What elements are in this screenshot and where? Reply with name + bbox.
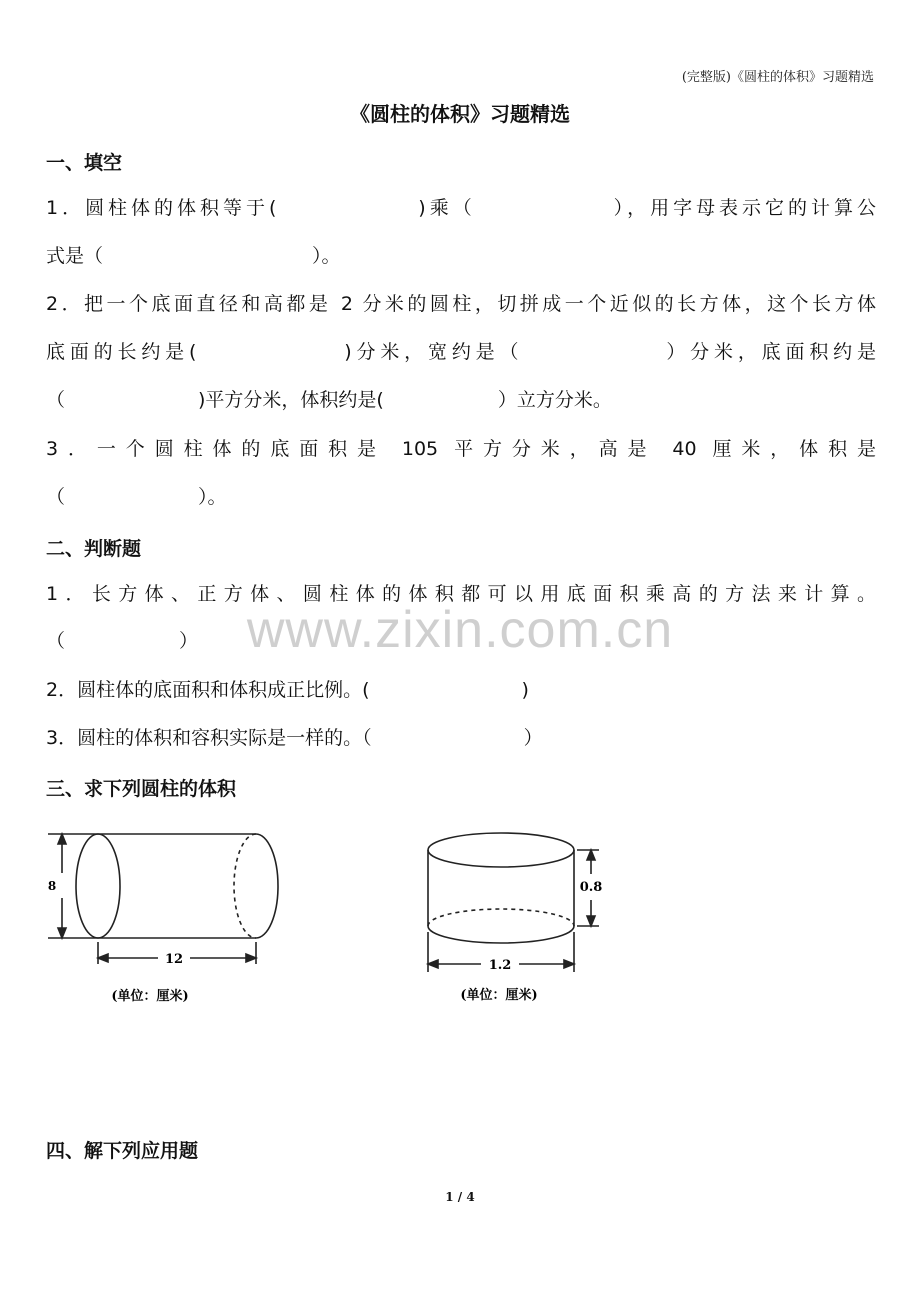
fig1-height-label: 8 [47, 879, 57, 893]
fill-q3-line2: （ ）。 [46, 486, 227, 508]
judge-q3: 3．圆柱的体积和容积实际是一样的。（ ） [46, 727, 543, 749]
cylinder-figure-upright [415, 818, 615, 1013]
fig2-unit-label: (单位：厘米) [460, 988, 538, 1003]
judge-q1-line2: （ ） [46, 630, 199, 652]
section-cylinder-heading: 三、求下列圆柱的体积 [46, 778, 237, 800]
header-note: (完整版)《圆柱的体积》习题精选 [681, 70, 874, 85]
judge-q2: 2．圆柱体的底面积和体积成正比例。( ) [46, 679, 529, 701]
section-application-heading: 四、解下列应用题 [46, 1140, 199, 1162]
section-fill-heading: 一、填空 [46, 152, 123, 174]
fig1-length-label: 12 [164, 952, 184, 967]
judge-q1-line1: 1．长方体、正方体、圆柱体的体积都可以用底面积乘高的方法来计算。 [46, 583, 876, 605]
watermark: www.zixin.com.cn [246, 601, 674, 659]
page-title: 《圆柱的体积》习题精选 [350, 102, 570, 126]
fig2-diameter-label: 1.2 [488, 958, 512, 973]
page-number: 1 / 4 [445, 1190, 475, 1204]
section-judge-heading: 二、判断题 [46, 538, 142, 560]
fill-q1-line1: 1．圆柱体的体积等于( )乘（ ），用字母表示它的计算公 [46, 197, 876, 219]
fill-q2-line2: 底面的长约是( )分米，宽约是（ ）分米，底面积约是 [46, 341, 876, 363]
fill-q1-line2: 式是（ ）。 [46, 245, 341, 267]
fill-q2-line3: （ )平方分米，体积约是( ）立方分米。 [46, 389, 612, 411]
fill-q2-line1: 2．把一个底面直径和高都是 2 分米的圆柱，切拼成一个近似的长方体，这个长方体 [46, 293, 876, 315]
cylinder-figure-horizontal [40, 818, 300, 1013]
fig1-unit-label: (单位：厘米) [111, 989, 189, 1004]
fill-q3-line1: 3．一个圆柱体的底面积是 105 平方分米，高是 40 厘米，体积是 [46, 438, 876, 460]
fig2-height-label: 0.8 [579, 880, 603, 895]
